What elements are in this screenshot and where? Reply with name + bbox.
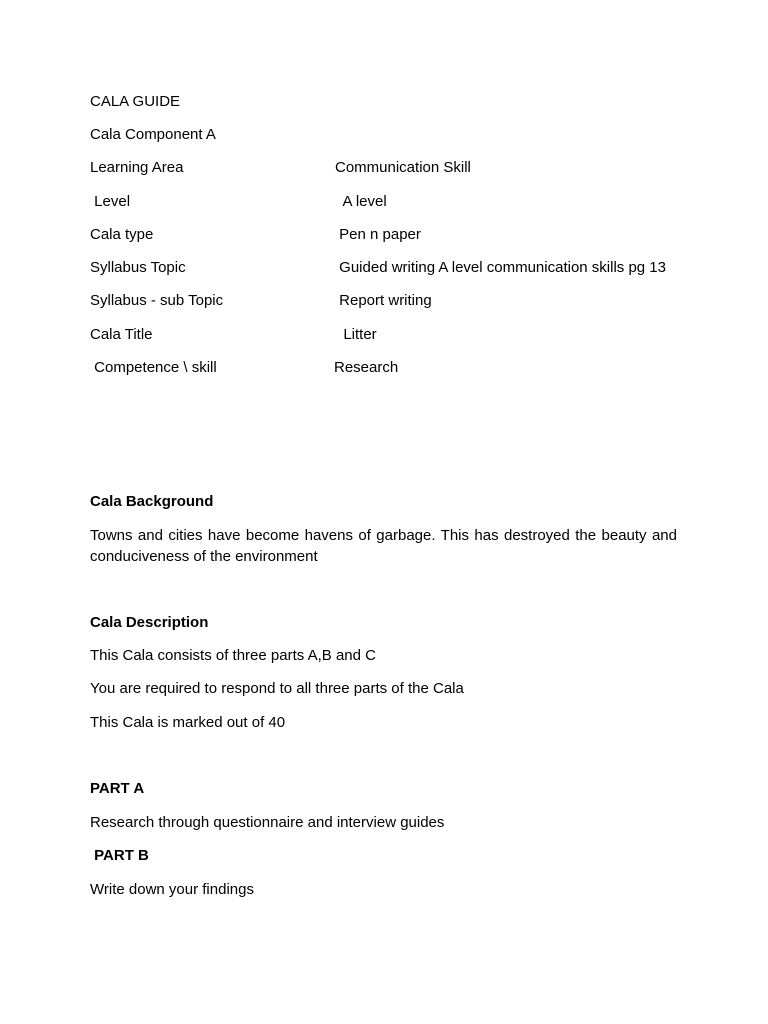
field-value-learning-area: Communication Skill <box>335 159 471 176</box>
field-label-level: Level <box>90 193 131 210</box>
background-text: Towns and cities have become havens of garbage. This has destroyed the beauty and conduciveness of the environment <box>90 527 677 565</box>
part-a-text: Research through questionnaire and interview guides <box>90 814 445 831</box>
field-value-competence: Research <box>334 359 399 376</box>
field-value-level: A level <box>335 193 387 210</box>
description-line-3: This Cala is marked out of 40 <box>90 714 286 731</box>
part-a-heading: PART A <box>90 780 145 797</box>
description-line-2: You are required to respond to all three parts of the Cala <box>90 680 464 697</box>
field-label-sub-topic: Syllabus - sub Topic <box>90 292 224 309</box>
field-value-sub-topic: Report writing <box>335 292 432 309</box>
background-heading: Cala Background <box>90 493 214 510</box>
document-title: CALA GUIDE <box>90 93 181 110</box>
field-label-competence: Competence \ skill <box>90 359 217 376</box>
part-b-text: Write down your findings <box>90 881 254 898</box>
field-label-syllabus-topic: Syllabus Topic <box>90 259 186 276</box>
field-value-cala-type: Pen n paper <box>335 226 421 243</box>
field-label-cala-title: Cala Title <box>90 326 153 343</box>
field-label-learning-area: Learning Area <box>90 159 184 176</box>
description-heading: Cala Description <box>90 614 209 631</box>
component-label: Cala Component A <box>90 126 216 143</box>
part-b-heading: PART B <box>90 847 149 864</box>
description-line-1: This Cala consists of three parts A,B and C <box>90 647 376 664</box>
field-label-cala-type: Cala type <box>90 226 154 243</box>
field-value-cala-title: Litter <box>335 326 377 343</box>
field-value-syllabus-topic: Guided writing A level communication skills pg 13 <box>335 259 666 276</box>
